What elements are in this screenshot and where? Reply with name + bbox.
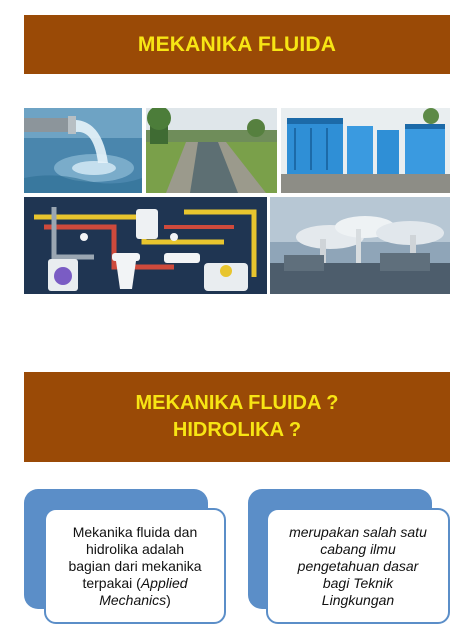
statement-line: bagi Teknik bbox=[322, 574, 394, 591]
definition-line bbox=[82, 575, 187, 592]
question-banner bbox=[24, 372, 450, 462]
title-banner bbox=[24, 15, 450, 74]
definition-card bbox=[44, 508, 226, 624]
canal-photo bbox=[146, 108, 277, 193]
definition-line-suffix: ) bbox=[166, 591, 171, 608]
definition-line-prefix: terpakai ( bbox=[82, 574, 141, 591]
factory-photo bbox=[270, 197, 450, 294]
definition-italic-term: Mechanics bbox=[99, 591, 167, 608]
plumbing-illustration bbox=[24, 197, 267, 294]
definition-italic-term: Applied bbox=[140, 574, 188, 591]
statement-line: merupakan salah satu bbox=[289, 523, 427, 540]
definition-line: Mekanika fluida dan bbox=[72, 523, 198, 540]
definition-line bbox=[99, 592, 171, 609]
question-line-2: HIDROLIKA ? bbox=[172, 419, 302, 441]
question-line-1: MEKANIKA FLUIDA ? bbox=[135, 392, 339, 414]
statement-line: pengetahuan dasar bbox=[297, 557, 419, 574]
statement-line: cabang ilmu bbox=[320, 540, 396, 557]
statement-line: Lingkungan bbox=[321, 591, 395, 608]
treatment-plant-photo bbox=[281, 108, 450, 193]
page-title: MEKANIKA FLUIDA bbox=[137, 32, 337, 56]
definition-line: bagian dari mekanika bbox=[68, 557, 202, 574]
water-pipe-photo bbox=[24, 108, 142, 193]
definition-line: hidrolika adalah bbox=[85, 540, 185, 557]
statement-card bbox=[266, 508, 450, 624]
